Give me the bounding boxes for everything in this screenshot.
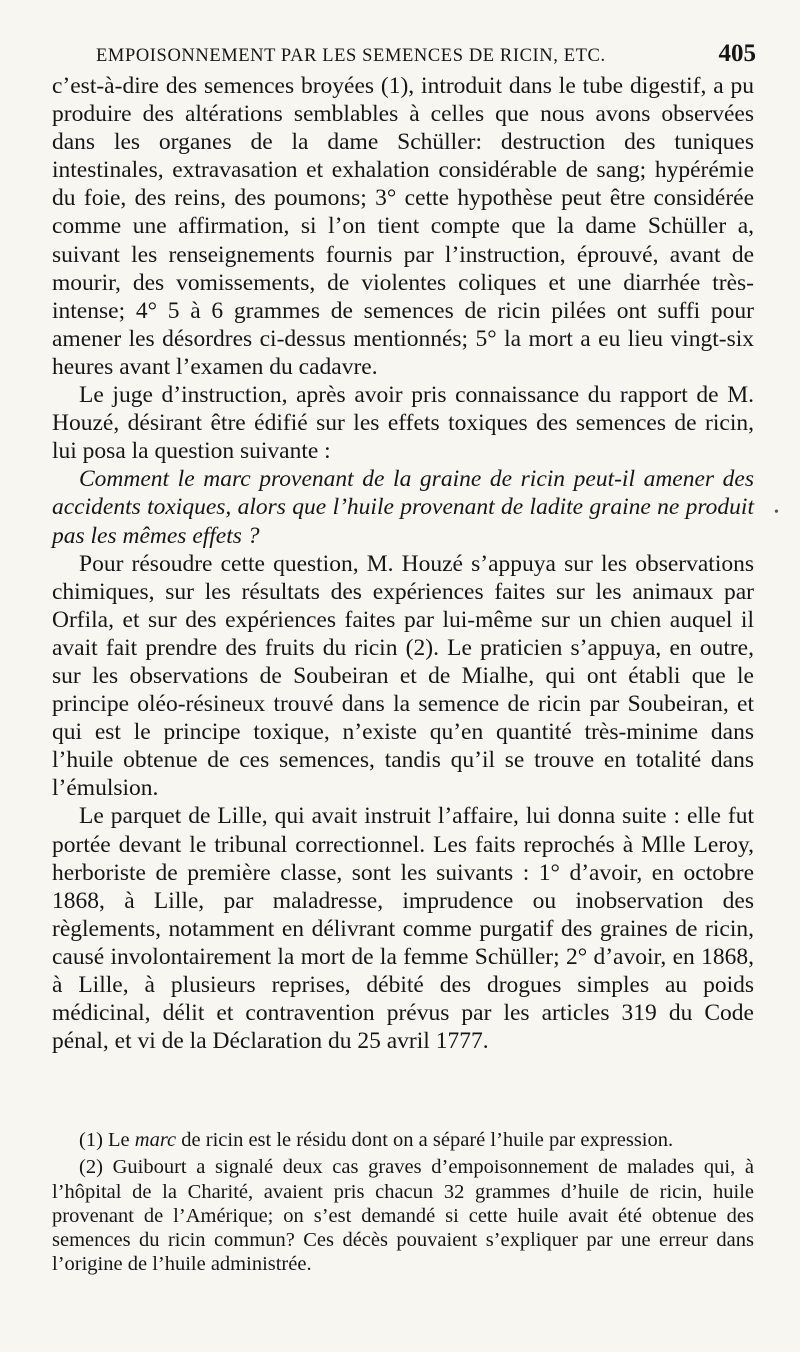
paragraph-houze-answer: Pour résoudre cette question, M. Houzé s’appuya sur les observations chimiques, sur les résultats des expériences faites sur les animaux par Orfila, et sur des expériences faites par lui-même sur un chien auquel il avait fait prendre des fruits du ricin (2). Le praticien s’appuya, en outre, sur les observations de Soubeiran et de Mialhe, qui ont établi que le principe oléo-résineux trouvé dans la semence de ricin par Soubeiran, et qui est le principe toxique, n’existe qu’en quantité très-minime dans l’huile obtenue de ces semences, tandis qu’il se trouve en totalité dans l’émulsion. <box>52 550 754 802</box>
footnotes <box>52 1128 754 1280</box>
paragraph-judge-question: Le juge d’instruction, après avoir pris connaissance du rapport de M. Houzé, désirant être édifié sur les effets toxiques des semences de ricin, lui posa la question suivante : <box>52 382 754 465</box>
paragraph-lille-court: Le parquet de Lille, qui avait instruit l’affaire, lui donna suite : elle fut portée devant le tribunal correctionnel. Les faits reprochés à Mlle Leroy, herboriste de première classe, sont les suivants : 1° d’avoir, en octobre 1868, à Lille, par maladresse, imprudence ou inobservation des règlements, notamment en délivrant comme purgatif des graines de ricin, causé involontairement la mort de la femme Schüller; 2° d’avoir, en 1868, à Lille, à plusieurs reprises, débité des drogues simples au poids médicinal, délit et contravention prévus par les articles 319 du Code pénal, et vi de la Déclaration du 25 avril 1777. <box>52 803 754 1055</box>
footnote-1-italic: marc <box>134 1129 177 1151</box>
paragraph-question-quote: Comment le marc provenant de la graine de ricin peut-il amener des accidents toxiques, alors que l’huile provenant de ladite graine ne produit pas les mêmes effets ? <box>52 466 754 549</box>
running-header <box>96 40 756 68</box>
margin-mark: • <box>774 505 779 520</box>
page-number: 405 <box>718 40 756 67</box>
footnote-1-prefix: (1) Le <box>79 1129 135 1151</box>
paragraph-continuation: c’est-à-dire des semences broyées (1), introduit dans le tube digestif, a pu produire des altérations semblables à celles que nous avons observées dans les organes de la dame Schüller: destruction des tuniques intestinales, extravasation et exhalation considérable de sang; hypérémie du foie, des reins, des poumons; 3° cette hypothèse peut être considérée comme une affirmation, si l’on tient compte que la dame Schüller a, suivant les renseignements fournis par l’instruction, éprouvé, avant de mourir, des vomissements, de violentes coliques et une diarrhée très-intense; 4° 5 à 6 grammes de semences de ricin pilées ont suffi pour amener les désordres ci-dessus mentionnés; 5° la mort a eu lieu vingt-six heures avant l’examen du cadavre. <box>52 73 754 380</box>
running-title: EMPOISONNEMENT PAR LES SEMENCES DE RICIN, ETC. <box>96 46 606 66</box>
footnote-2: (2) Guibourt a signalé deux cas graves d’empoisonnement de malades qui, à l’hôpital de la Charité, avaient pris chacun 32 grammes d’huile de ricin, huile provenant de l’Amérique; on s’est demandé si cette huile avait été obtenue des semences du ricin commun? Ces décès pouvaient s’expliquer par une erreur dans l’origine de l’huile administrée. <box>52 1156 754 1276</box>
footnote-1 <box>52 1128 754 1152</box>
body-text <box>52 72 754 1055</box>
footnote-1-rest: de ricin est le résidu dont on a séparé l’huile par expression. <box>176 1129 674 1151</box>
